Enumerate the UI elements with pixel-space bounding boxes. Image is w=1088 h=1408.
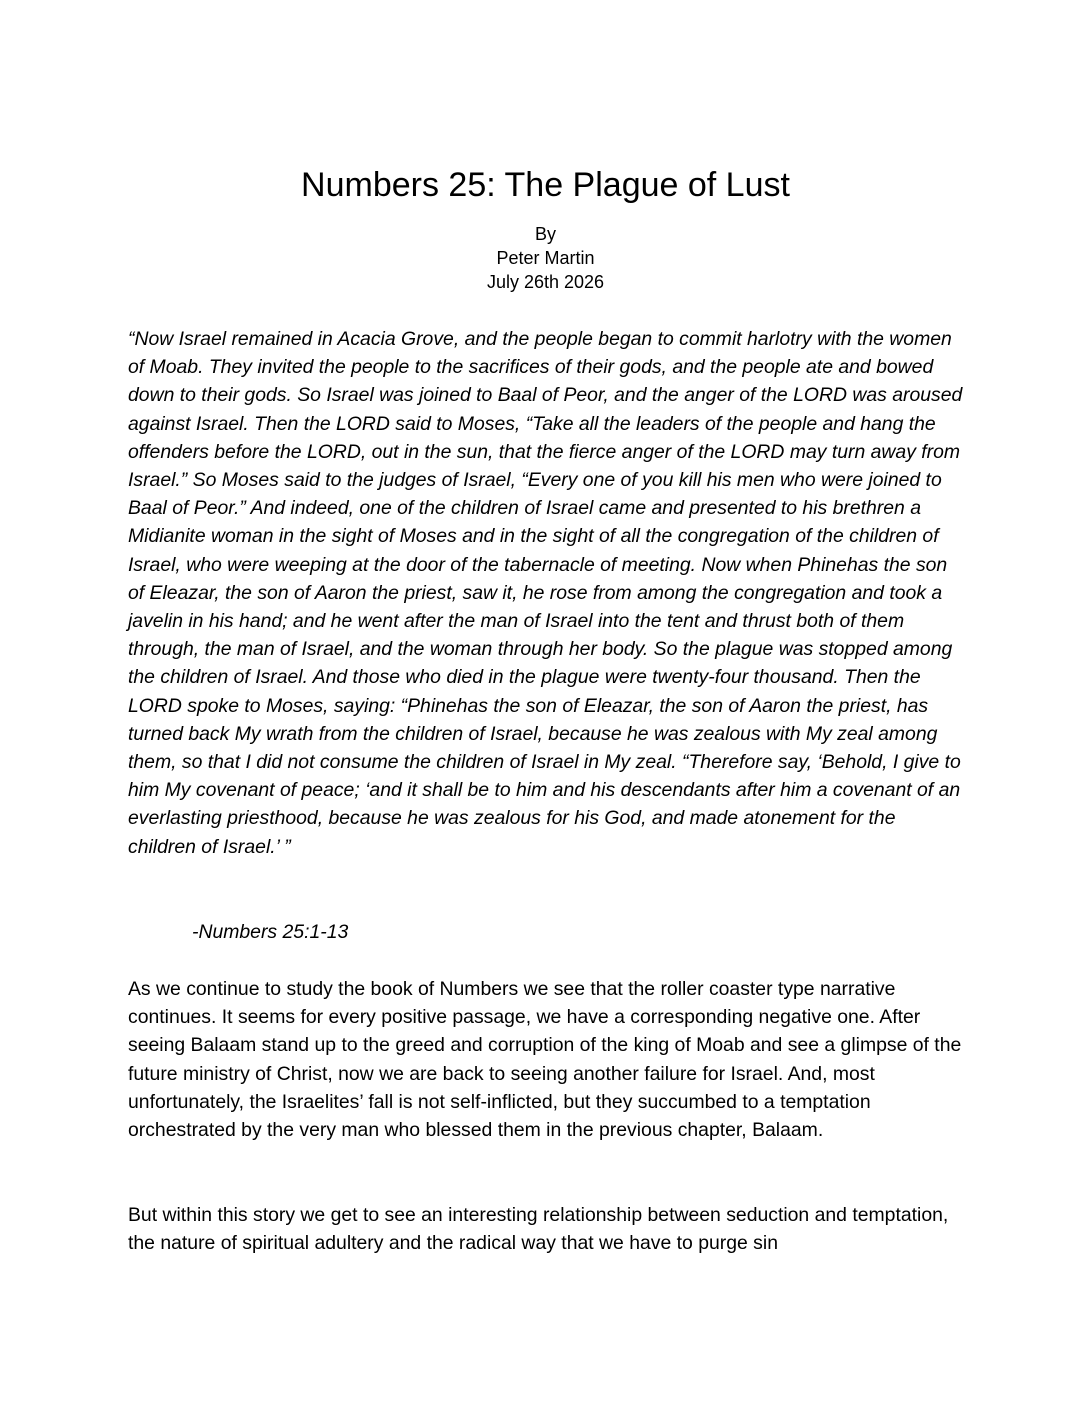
byline — [128, 222, 963, 294]
scripture-citation: -Numbers 25:1-13 — [192, 921, 349, 943]
scripture-quote: “Now Israel remained in Acacia Grove, and the people began to commit harlotry with the women of Moab. They invited the people to the sacrifices of their gods, and the people ate and bowed down to their gods. So Israel was joined to Baal of Peor, and the anger of the LORD was aroused against Israel. Then the LORD said to Moses, “Take all the leaders of the people and hang the offenders before the LORD, out in the sun, that the fierce anger of the LORD may turn away from Israel.” So Moses said to the judges of Israel, “Every one of you kill his men who were joined to Baal of Peor.” And indeed, one of the children of Israel came and presented to his brethren a Midianite woman in the sight of Moses and in the sight of all the congregation of the children of Israel, who were weeping at the door of the tabernacle of meeting. Now when Phinehas the son of Eleazar, the son of Aaron the priest, saw it, he rose from among the congregation and took a javelin in his hand; and he went after the man of Israel into the tent and thrust both of them through, the man of Israel, and the woman through her body. So the plague was stopped among the children of Israel. And those who died in the plague were twenty-four thousand. Then the LORD spoke to Moses, saying: “Phinehas the son of Eleazar, the son of Aaron the priest, has turned back My wrath from the children of Israel, because he was zealous with My zeal among them, so that I did not consume the children of Israel in My zeal. “Therefore say, ‘Behold, I give to him My covenant of peace; ‘and it shall be to him and his descendants after him a covenant of an everlasting priesthood, because he was zealous for his God, and made atonement for the children of Israel.’ ” — [128, 328, 963, 858]
byline-by: By — [534, 224, 556, 244]
body-paragraph-1: As we continue to study the book of Numbers we see that the roller coaster type narrative continues. It seems for every positive passage, we have a corresponding negative one. After seeing Balaam stand up to the greed and corruption of the king of Moab and see a glimpse of the future ministry of Christ, now we are back to seeing another failure for Israel. And, most unfortunately, the Israelites’ fall is not self-inflicted, but they succumbed to a temptation orchestrated by the very man who blessed them in the previous chapter, Balaam. — [128, 978, 962, 1142]
byline-date: July 26th 2026 — [486, 272, 605, 292]
byline-author: Peter Martin — [496, 248, 595, 268]
document-title: Numbers 25: The Plague of Lust — [301, 166, 790, 204]
body-paragraph-2: But within this story we get to see an interesting relationship between seduction and temptation, the nature of spiritual adultery and the radical way that we have to purge sin — [128, 1204, 949, 1255]
